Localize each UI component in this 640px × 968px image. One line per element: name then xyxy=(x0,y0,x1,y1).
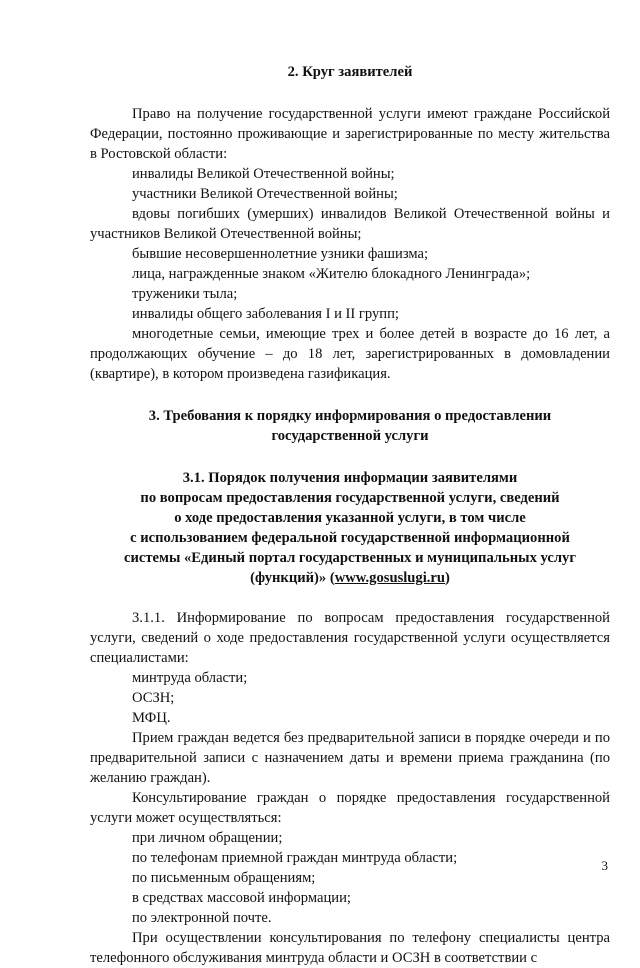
specialist-item: МФЦ. xyxy=(132,710,171,726)
subsection-title-line: с использованием федеральной государственной информационной xyxy=(130,530,570,546)
subsection-title-line: системы «Единый портал государственных и муниципальных услуг xyxy=(124,550,576,566)
subsection-title-line: 3.1. Порядок получения информации заявителями xyxy=(182,470,518,486)
applicant-item: вдовы погибших (умерших) инвалидов Великой Отечественной войны и участников Великой Отечественной войны; xyxy=(90,206,610,242)
gosuslugi-link[interactable]: www.gosuslugi.ru xyxy=(334,570,446,586)
section-3-title-line: государственной услуги xyxy=(271,428,429,444)
applicant-item: труженики тыла; xyxy=(132,286,238,302)
page-number: 3 xyxy=(601,858,608,873)
applicant-item: инвалиды Великой Отечественной войны; xyxy=(132,166,395,182)
section-3-title xyxy=(90,406,610,446)
consult-item: по электронной почте. xyxy=(132,910,272,926)
consult-paragraph: Консультирование граждан о порядке предоставления государственной услуги может осуществляться: xyxy=(90,790,610,826)
specialist-item: минтруда области; xyxy=(132,670,248,686)
consult-item: по письменным обращениям; xyxy=(132,870,316,886)
applicant-item: бывшие несовершеннолетние узники фашизма; xyxy=(132,246,429,262)
subsection-title-line xyxy=(90,568,610,588)
phone-paragraph: При осуществлении консультирования по телефону специалисты центра телефонного обслуживания минтруда области и ОСЗН в соответствии с xyxy=(90,930,610,966)
subsection-title-suffix: ) xyxy=(445,570,450,586)
consult-item: по телефонам приемной граждан минтруда области; xyxy=(132,850,458,866)
applicant-item: участники Великой Отечественной войны; xyxy=(132,186,398,202)
applicant-item: инвалиды общего заболевания I и II групп; xyxy=(132,306,399,322)
document-page xyxy=(90,62,610,968)
paragraph-3-1-1: 3.1.1. Информирование по вопросам предоставления государственной услуги, сведений о ходе предоставления государственной услуги осуществляется специалистами: xyxy=(90,610,610,666)
specialist-item: ОСЗН; xyxy=(132,690,175,706)
section-3-title-line: 3. Требования к порядку информирования о предоставлении xyxy=(148,408,552,424)
consult-item: при личном обращении; xyxy=(132,830,283,846)
applicant-item: многодетные семьи, имеющие трех и более детей в возрасте до 16 лет, а продолжающих обучение – до 18 лет, зарегистрированных в домовладении (квартире), в котором произведена газификация. xyxy=(90,326,610,382)
section-2-intro: Право на получение государственной услуги имеют граждане Российской Федерации, постоянно проживающие и зарегистрированные по месту жительства в Ростовской области: xyxy=(90,106,610,162)
section-2-title: 2. Круг заявителей xyxy=(287,64,413,80)
subsection-3-1-title xyxy=(90,468,610,588)
subsection-title-line: по вопросам предоставления государственной услуги, сведений xyxy=(140,490,560,506)
applicant-item: лица, награжденные знаком «Жителю блокадного Ленинграда»; xyxy=(132,266,531,282)
subsection-title-prefix: (функций)» ( xyxy=(250,570,335,586)
subsection-title-line: о ходе предоставления указанной услуги, в том числе xyxy=(174,510,526,526)
reception-paragraph: Прием граждан ведется без предварительной записи в порядке очереди и по предварительной записи с назначением даты и времени приема гражданина (по желанию граждан). xyxy=(90,730,610,786)
consult-item: в средствах массовой информации; xyxy=(132,890,351,906)
